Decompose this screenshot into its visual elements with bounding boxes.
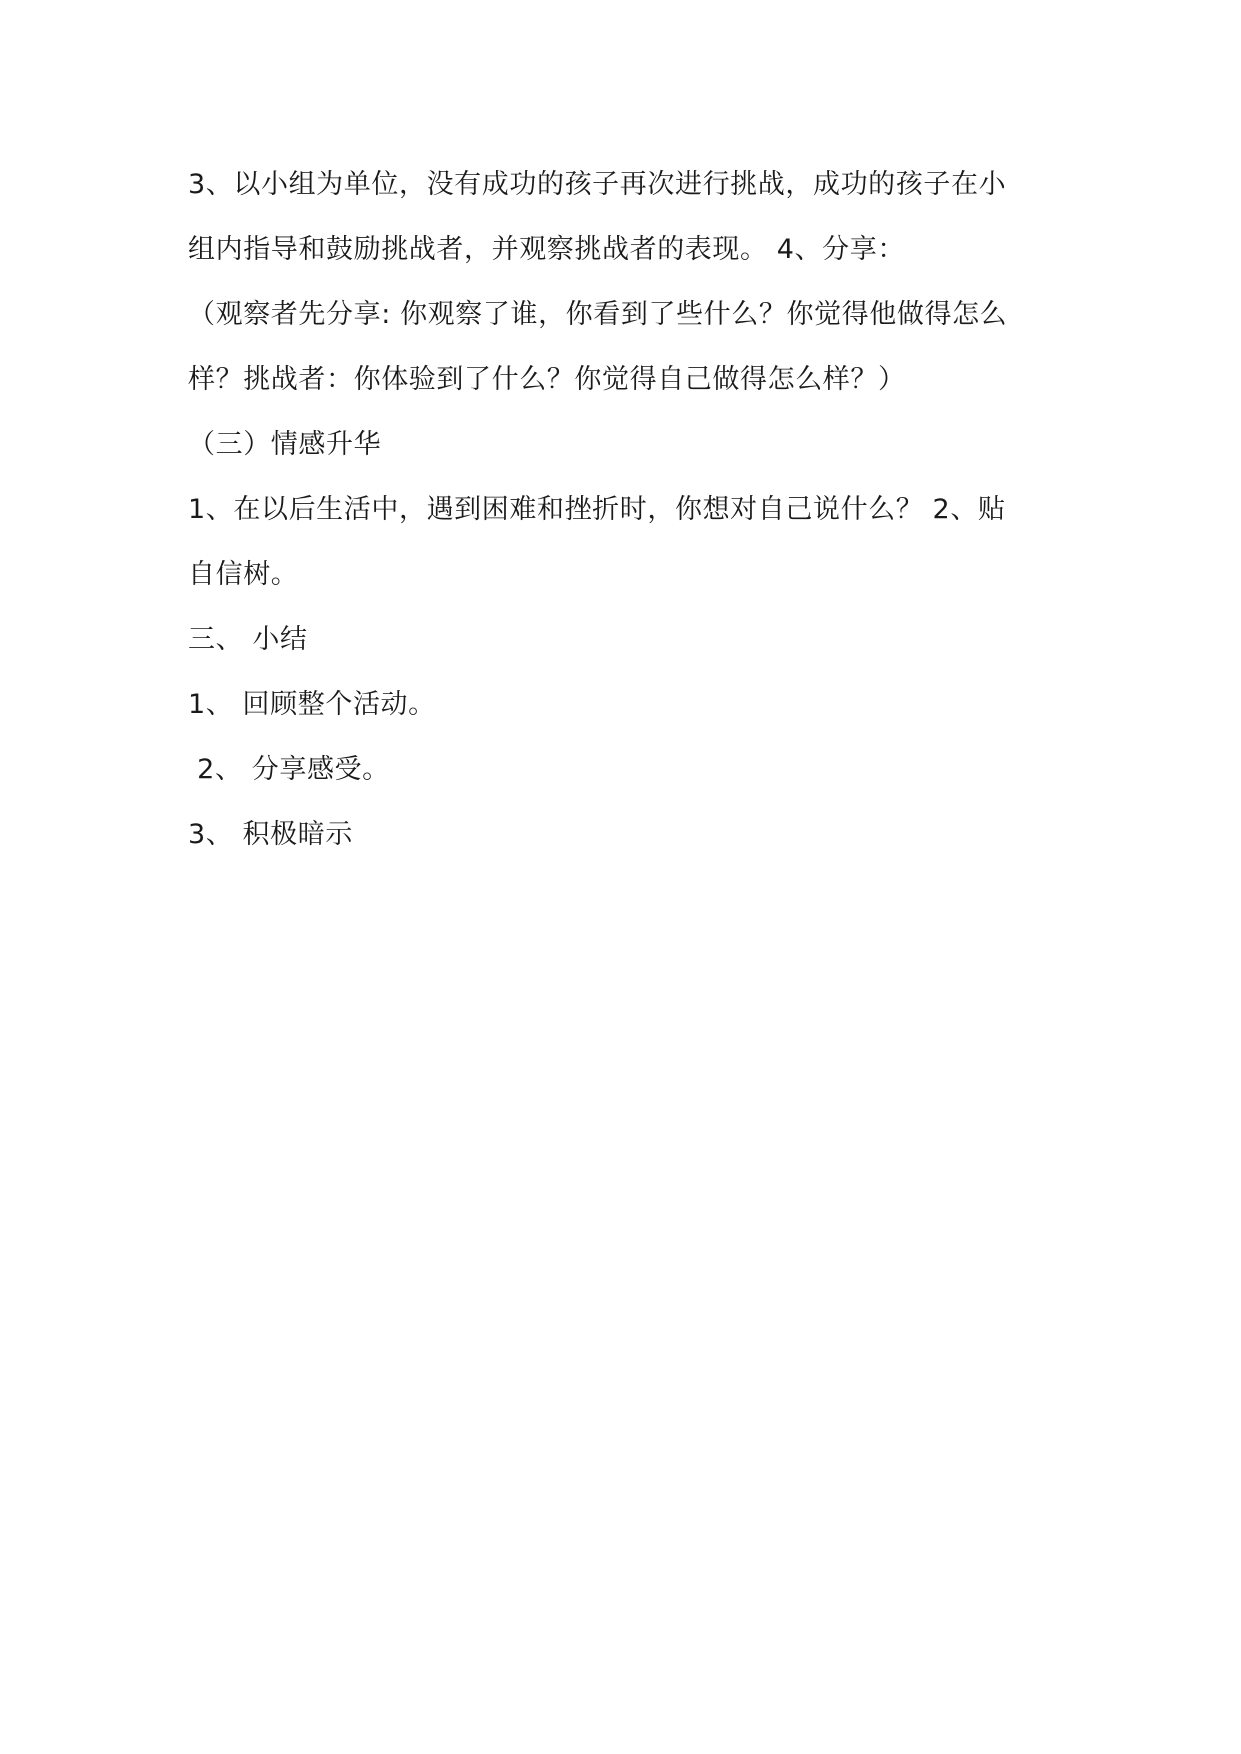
section-heading: 三、 小结	[188, 624, 308, 655]
section-heading: （三）情感升华	[188, 429, 382, 460]
paragraph-line: 1、在以后生活中，遇到困难和挫折时，你想对自己说什么？ 2、贴	[188, 494, 1006, 525]
paragraph-line: 3、以小组为单位，没有成功的孩子再次进行挑战，成功的孩子在小	[188, 169, 1007, 200]
list-item: 1、 回顾整个活动。	[188, 689, 436, 720]
paragraph-line: 自信树。	[188, 559, 299, 590]
list-item: 2、 分享感受。	[188, 754, 390, 785]
paragraph-line: （观察者先分享: 你观察了谁，你看到了些什么？你觉得他做得怎么	[188, 299, 1008, 330]
list-item: 3、 积极暗示	[188, 819, 353, 850]
paragraph-line: 样？挑战者：你体验到了什么？你觉得自己做得怎么样？）	[188, 364, 906, 395]
paragraph-line: 组内指导和鼓励挑战者，并观察挑战者的表现。 4、分享：	[188, 234, 905, 265]
